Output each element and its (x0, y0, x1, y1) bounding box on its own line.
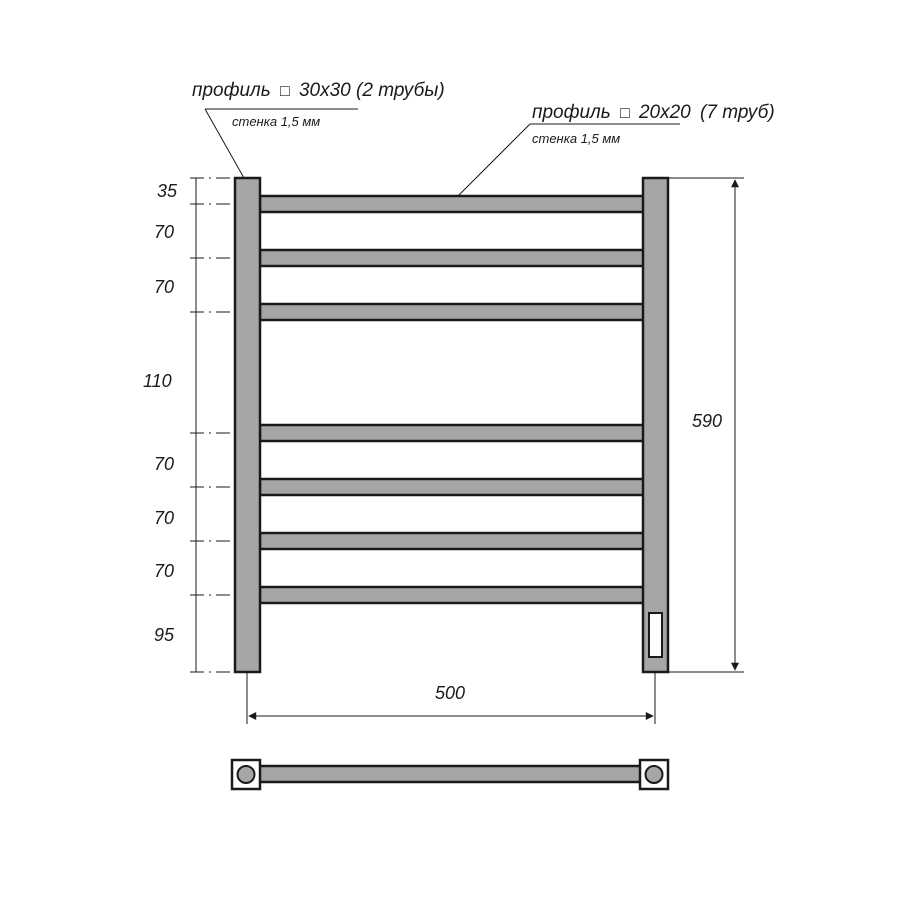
horizontal-wall-thickness: стенка 1,5 мм (532, 131, 621, 146)
left-vertical-post (235, 178, 260, 672)
spacing-label: 70 (154, 277, 175, 297)
horizontal-bar (260, 250, 644, 266)
vertical-wall-thickness: стенка 1,5 мм (232, 114, 321, 129)
horizontal-bar (260, 479, 644, 495)
horizontal-bar (260, 196, 644, 212)
total-width-label: 500 (435, 683, 466, 703)
leader-horizontal (458, 124, 530, 196)
top-view (232, 760, 668, 789)
spacing-label: 70 (154, 561, 175, 581)
top-view-left-post-circle (238, 766, 255, 783)
horizontal-bar (260, 425, 644, 441)
total-height-label: 590 (692, 411, 723, 431)
spacing-label: 70 (154, 222, 175, 242)
power-switch-icon (649, 613, 662, 657)
top-view-bar (258, 766, 642, 782)
top-view-right-post-circle (646, 766, 663, 783)
label-horizontal-profile (458, 102, 775, 196)
spacing-label: 70 (154, 454, 175, 474)
svg-text:профиль □ 20x20: профиль □ 20x20 (7 труб) (532, 102, 775, 123)
spacing-label: 95 (154, 625, 175, 645)
width-dimension (247, 672, 655, 724)
horizontal-bar (260, 587, 644, 603)
horizontal-bar (260, 533, 644, 549)
svg-text:профиль □ 30x30: профиль □ 30x30 (2 трубы) (192, 80, 445, 101)
horizontal-bars (260, 196, 644, 603)
overall-height-dimension (668, 178, 744, 672)
right-vertical-post (643, 178, 668, 672)
spacing-label: 35 (157, 181, 178, 201)
spacing-label: 110 (143, 371, 172, 391)
horizontal-bar (260, 304, 644, 320)
spacing-label: 70 (154, 508, 175, 528)
label-vertical-profile (192, 80, 445, 178)
